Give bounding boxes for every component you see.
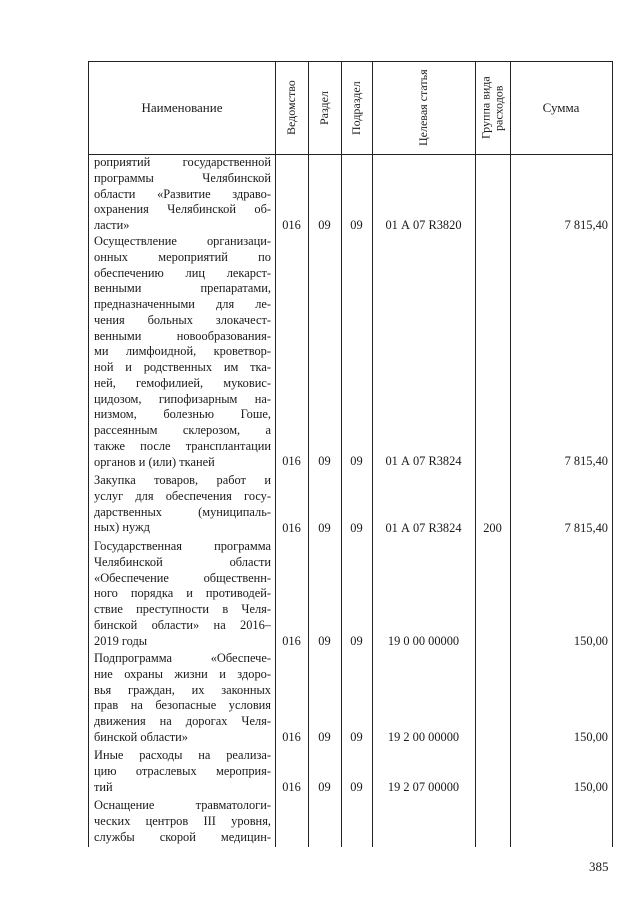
row-name: Осуществление организаци- онных мероприятий по обеспечению лиц лекарст- венными препаратами, предназначенными для ле- чения больных злокачест- венными новообразования- ми лимфоидной, кроветвор- ной и родственных им тка- ней, гемофилией, муковис- цидозом, гипофизарным на- низмом, болезнью Гоше, рассеянным склерозом, а также после трансплантации органов и (или) тканей — [94, 234, 271, 469]
row-name: роприятий государственной программы Челябинской области «Развитие здраво- охранения Челябинской об- ласти» — [94, 155, 271, 232]
row-subsection: 09 — [350, 454, 363, 468]
row-sum: 7 815,40 — [564, 521, 608, 535]
row-name: Государственная программа Челябинской области «Обеспечение общественн- ного порядка и противодей- ствие преступности в Челя- бинской области» на 2016– 2019 годы — [94, 539, 271, 648]
row-sum: 150,00 — [573, 634, 608, 648]
row-section: 09 — [318, 780, 331, 794]
column-divider — [475, 62, 476, 847]
header-sum: Сумма — [542, 100, 580, 115]
row-sum: 7 815,40 — [564, 454, 608, 468]
row-department: 016 — [282, 218, 301, 232]
page-number: 385 — [589, 859, 609, 874]
row-target: 19 2 07 00000 — [387, 780, 460, 794]
row-target: 19 0 00 00000 — [387, 634, 460, 648]
header-subsection: Подраздел — [349, 81, 363, 135]
row-department: 016 — [282, 730, 301, 744]
row-department: 016 — [282, 521, 301, 535]
row-section: 09 — [318, 218, 331, 232]
row-subsection: 09 — [350, 780, 363, 794]
row-subsection: 09 — [350, 218, 363, 232]
row-department: 016 — [282, 454, 301, 468]
row-target: 19 2 00 00000 — [387, 730, 460, 744]
header-department: Ведомство — [284, 80, 298, 136]
row-name: Иные расходы на реализа- цию отраслевых мероприя- тий — [94, 748, 271, 794]
row-department: 016 — [282, 634, 301, 648]
row-subsection: 09 — [350, 730, 363, 744]
row-name: Оснащение травматологи- ческих центров III уровня, службы скорой медицин- — [94, 798, 271, 844]
row-sum: 7 815,40 — [564, 218, 608, 232]
row-section: 09 — [318, 730, 331, 744]
row-sum: 150,00 — [573, 730, 608, 744]
budget-table — [88, 61, 613, 847]
row-sum: 150,00 — [573, 780, 608, 794]
row-subsection: 09 — [350, 521, 363, 535]
header-target: Целевая статья — [416, 69, 430, 147]
row-subsection: 09 — [350, 634, 363, 648]
row-target: 01 А 07 R3824 — [385, 454, 462, 468]
header-expense-group: Группа вида расходов — [478, 76, 506, 140]
header-section: Раздел — [317, 91, 331, 125]
row-name: Закупка товаров, работ и услуг для обеспечения госу- дарственных (муниципаль- ных) нужд — [94, 473, 271, 535]
row-target: 01 А 07 R3820 — [385, 218, 462, 232]
row-name: Подпрограмма «Обеспече- ние охраны жизни и здоро- вья граждан, их законных прав на безопасные условия движения на дорогах Челя- бинской области» — [94, 651, 271, 744]
row-section: 09 — [318, 634, 331, 648]
row-target: 01 А 07 R3824 — [385, 521, 462, 535]
row-expense-group: 200 — [483, 521, 502, 535]
row-department: 016 — [282, 780, 301, 794]
header-name: Наименование — [141, 100, 223, 115]
row-section: 09 — [318, 454, 331, 468]
row-section: 09 — [318, 521, 331, 535]
